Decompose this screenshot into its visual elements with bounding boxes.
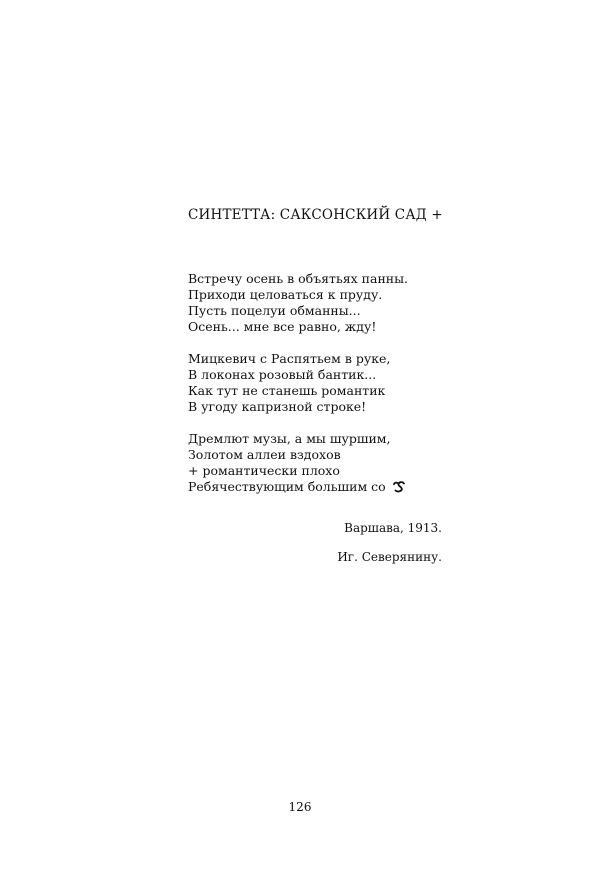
place-date: Варшава, 1913.	[344, 521, 442, 535]
dedication: Иг. Северянину.	[337, 550, 442, 564]
poem-line: Мицкевич с Распятьем в руке,	[188, 351, 391, 366]
poem-line-text: Ребячествующим большим со	[188, 479, 386, 494]
poem-line: Золотом аллеи вздохов	[188, 447, 341, 462]
poem-line: Пусть поцелуи обманны...	[188, 303, 361, 318]
poem-line: Осень... мне все равно, жду!	[188, 319, 377, 334]
stanza-2	[188, 351, 408, 415]
stanza-3	[188, 431, 408, 497]
s-ligature-glyph-icon	[392, 481, 406, 497]
poem-body	[188, 271, 408, 513]
poem-line: В локонах розовый бантик...	[188, 367, 377, 382]
stanza-1	[188, 271, 408, 335]
poem-line: + романтически плохо	[188, 463, 340, 478]
poem-line: Дремлют музы, а мы шуршим,	[188, 431, 391, 446]
poem-line: Как тут не станешь романтик	[188, 383, 386, 398]
page-number: 126	[288, 800, 312, 814]
poem-line-last	[188, 479, 408, 497]
poem-line: В угоду капризной строке!	[188, 399, 367, 414]
poem-title: СИНТЕТТА: САКСОНСКИЙ САД +	[188, 207, 443, 223]
poem-line: Встречу осень в объятьях панны.	[188, 271, 409, 286]
poem-line: Приходи целоваться к пруду.	[188, 287, 383, 302]
